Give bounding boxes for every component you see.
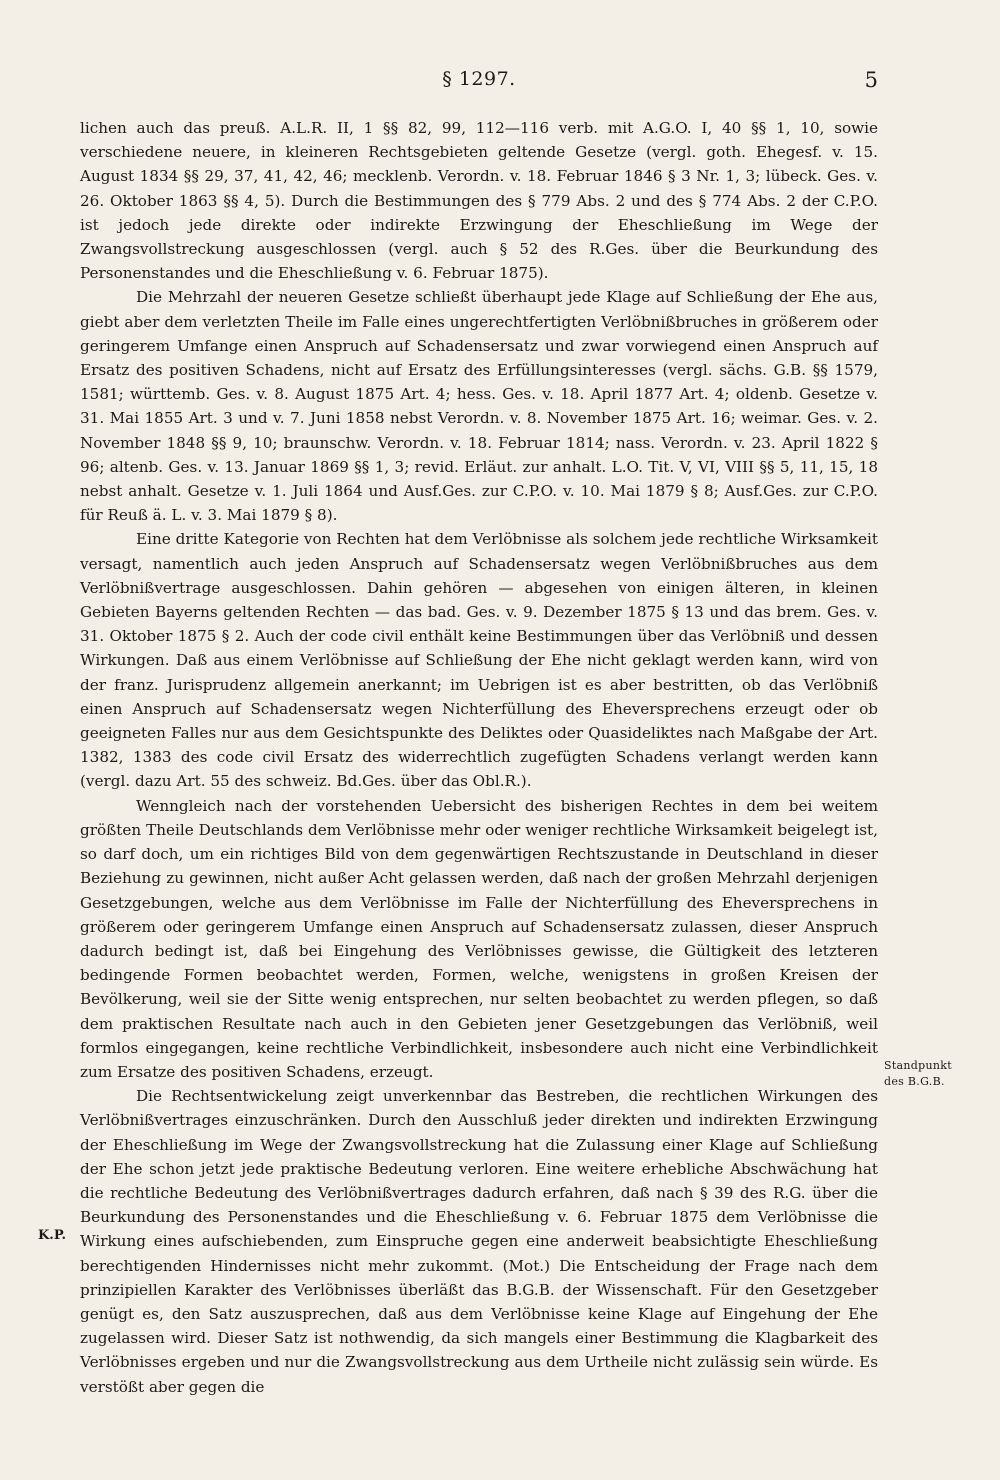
paragraph-legal-development: Die Rechtsentwickelung zeigt unverkennbar das Bestreben, die rechtlichen Wirkungen des Verlöbnißvertrages einzuschränken. Durch den Ausschluß jeder direkten und indirekten Erzwingung der Eheschließung im Wege der Zwangsvollstreckung hat die Zulassung einer Klage auf Schließung der Ehe schon jetzt jede praktische Bedeutung verloren. Eine weitere erhebliche Abschwächung hat die rechtliche Bedeutung des Verlöbnißvertrages dadurch erfahren, daß nach § 39 des R.G. über die Beurkundung des Personenstandes und die Eheschließung v. 6. Februar 1875 dem Verlöbnisse die Wirkung eines aufschiebenden, zum Einspruche gegen eine anderweit beabsichtigte Eheschließung berechtigenden Hindernisses nicht mehr zukommt. (Mot.) Die Entscheidung der Frage nach dem prinzipiellen Karakter des Verlöbnisses überläßt das B.G.B. der Wissenschaft. Für den Gesetzgeber genügt es, den Satz auszusprechen, daß aus dem Verlöbnisse keine Klage auf Eingehung der Ehe zugelassen wird. Dieser Satz ist nothwendig, da sich mangels einer Bestimmung die Klagbarkeit des Verlöbnisses ergeben und nur die Zwangsvollstreckung aus dem Urtheile nicht zulässig sein würde. Es verstößt aber gegen die [80,1087,878,1396]
paragraph-continuation: lichen auch das preuß. A.L.R. II, 1 §§ 82, 99, 112—116 verb. mit A.G.O. I, 40 §§ 1, 10, sowie verschiedene neuere, in kleineren Rechtsgebieten geltende Gesetze (vergl. goth. Ehegesf. v. 15. August 1834 §§ 29, 37, 41, 42, 46; mecklenb. Verordn. v. 18. Februar 1846 § 3 Nr. 1, 3; lübeck. Ges. v. 26. Oktober 1863 §§ 4, 5). Durch die Bestimmungen des § 779 Abs. 2 und des § 774 Abs. 2 der C.P.O. ist jedoch jede direkte oder indirekte Erzwingung der Eheschließung im Wege der Zwangsvollstreckung ausgeschlossen (vergl. auch § 52 des R.Ges. über die Beurkundung des Personenstandes und die Eheschließung v. 6. Februar 1875). [80,119,878,283]
page-header [80,68,878,102]
margin-note-line: des B.G.B. [884,1075,945,1088]
margin-note-line: Standpunkt [884,1059,952,1072]
margin-note-kp: K.P. [38,1228,66,1243]
paragraph-third-category: Eine dritte Kategorie von Rechten hat dem Verlöbnisse als solchem jede rechtliche Wirksamkeit versagt, namentlich auch jeden Anspruch auf Schadensersatz wegen Verlöbnißbruches aus dem Verlöbnißvertrage ausgeschlossen. Dahin gehören — abgesehen von einigen älteren, in kleinen Gebieten Bayerns geltenden Rechten — das bad. Ges. v. 9. Dezember 1875 § 13 und das brem. Ges. v. 31. Oktober 1875 § 2. Auch der code civil enthält keine Bestimmungen über das Verlöbniß und dessen Wirkungen. Daß aus einem Verlöbnisse auf Schließung der Ehe nicht geklagt werden kann, wird von der franz. Jurisprudenz allgemein anerkannt; im Uebrigen ist es aber bestritten, ob das Verlöbniß einen Anspruch auf Schadensersatz wegen Nichterfüllung des Eheversprechens erzeugt oder ob geeigneten Falles nur aus dem Gesichtspunkte des Deliktes oder Quasideliktes nach Maßgabe der Art. 1382, 1383 des code civil Ersatz des widerrechtlich zugefügten Schadens verlangt werden kann (vergl. dazu Art. 55 des schweiz. Bd.Ges. über das Obl.R.). [80,530,878,791]
paragraph-second-category: Die Mehrzahl der neueren Gesetze schließt überhaupt jede Klage auf Schließung der Ehe aus, giebt aber dem verletzten Theile im Falle eines ungerechtfertigten Verlöbnißbruches in größerem oder geringerem Umfange einen Anspruch auf Schadensersatz und zwar vorwiegend einen Anspruch auf Ersatz des positiven Schadens, nicht auf Ersatz des Erfüllungsinteresses (vergl. sächs. G.B. §§ 1579, 1581; württemb. Ges. v. 8. August 1875 Art. 4; hess. Ges. v. 18. April 1877 Art. 4; oldenb. Gesetze v. 31. Mai 1855 Art. 3 und v. 7. Juni 1858 nebst Verordn. v. 8. November 1875 Art. 16; weimar. Ges. v. 2. November 1848 §§ 9, 10; braunschw. Verordn. v. 18. Februar 1814; nass. Verordn. v. 23. April 1822 § 96; altenb. Ges. v. 13. Januar 1869 §§ 1, 3; revid. Erläut. zur anhalt. L.O. Tit. V, VI, VIII §§ 5, 11, 15, 18 nebst anhalt. Gesetze v. 1. Juli 1864 und Ausf.Ges. zur C.P.O. v. 10. Mai 1879 § 8; Ausf.Ges. zur C.P.O. für Reuß ä. L. v. 3. Mai 1879 § 8). [80,288,878,525]
margin-note-standpunkt [884,1058,994,1090]
paragraph-overview: Wenngleich nach der vorstehenden Uebersicht des bisherigen Rechtes in dem bei weitem größten Theile Deutschlands dem Verlöbnisse mehr oder weniger rechtliche Wirksamkeit beigelegt ist, so darf doch, um ein richtiges Bild von dem gegenwärtigen Rechtszustande in Deutschland in dieser Beziehung zu gewinnen, nicht außer Acht gelassen werden, daß nach der großen Mehrzahl derjenigen Gesetzgebungen, welche aus dem Verlöbnisse im Falle der Nichterfüllung des Eheversprechens in größerem oder geringerem Umfange einen Anspruch auf Schadensersatz zulassen, dieser Anspruch dadurch bedingt ist, daß bei Eingehung des Verlöbnisses gewisse, die Gültigkeit des letzteren bedingende Formen beobachtet werden, Formen, welche, wenigstens in großen Kreisen der Bevölkerung, weil sie der Sitte wenig entsprechen, nur selten beobachtet zu werden pflegen, so daß dem praktischen Resultate nach auch in den Gebieten jener Gesetzgebungen das Verlöbniß, weil formlos eingegangen, keine rechtliche Verbindlichkeit, insbesondere auch nicht eine Verbindlichkeit zum Ersatze des positiven Schadens, erzeugt. [80,796,878,1081]
body-text [80,116,878,1399]
page-number: 5 [864,68,878,92]
section-number: § 1297. [442,68,516,90]
